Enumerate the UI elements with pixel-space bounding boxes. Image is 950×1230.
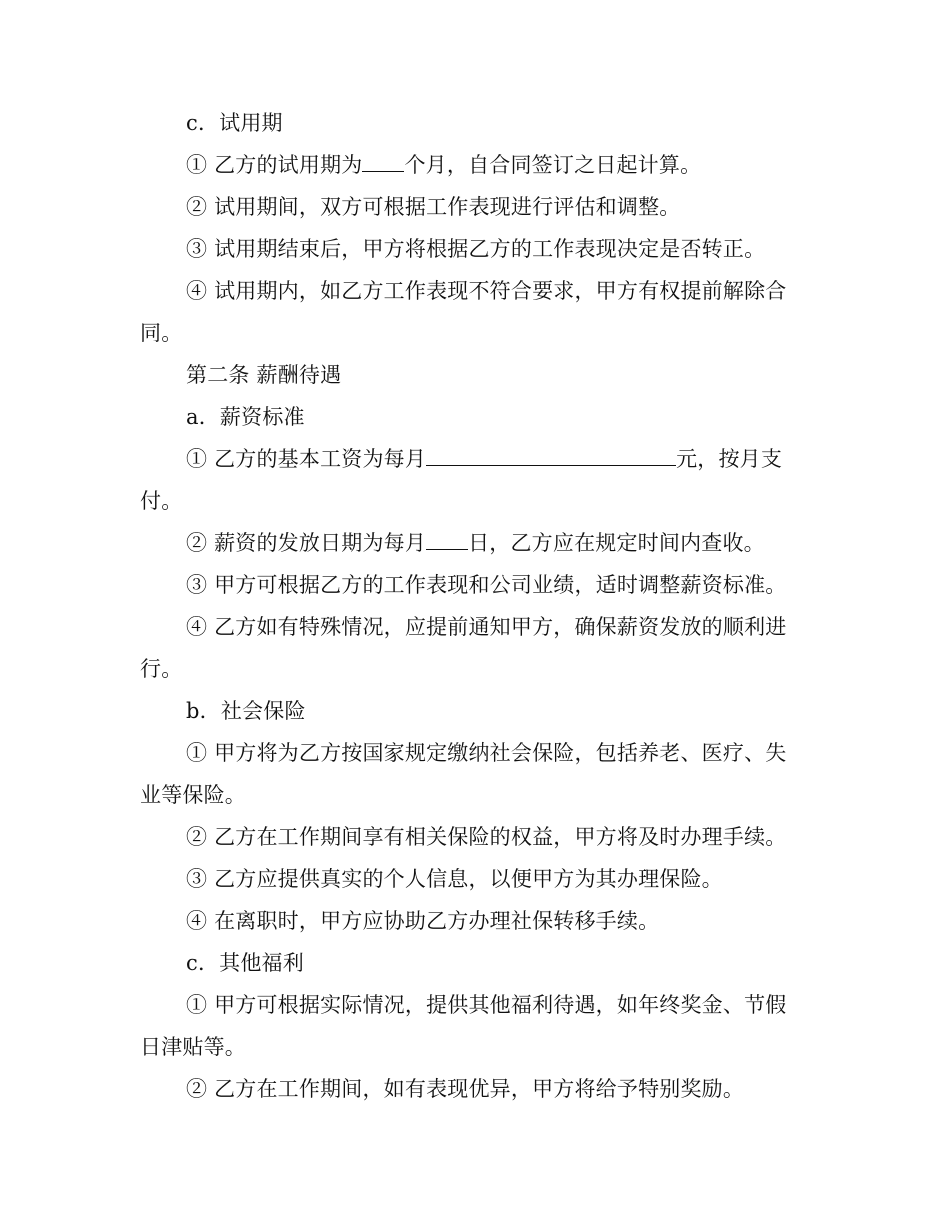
fill-in-blank — [362, 151, 404, 172]
text-line: ② 试用期间，双方可根据工作表现进行评估和调整。 — [186, 195, 681, 219]
text-line: ② 乙方在工作期间享有相关保险的权益，甲方将及时办理手续。 — [186, 825, 787, 849]
subsection-heading: a．薪资标准 — [186, 405, 305, 429]
text-line: 业等保险。 — [140, 783, 246, 807]
text-line: ① 甲方将为乙方按国家规定缴纳社会保险，包括养老、医疗、失 — [186, 741, 787, 765]
text-line: ① 乙方的基本工资为每月 元，按月支 — [186, 447, 783, 471]
subsection-heading: b．社会保险 — [186, 699, 306, 723]
document-body — [140, 102, 810, 1110]
section-heading: 第二条 薪酬待遇 — [186, 363, 342, 387]
text-line: 同。 — [140, 321, 183, 345]
text-line: ④ 在离职时，甲方应协助乙方办理社保转移手续。 — [186, 909, 660, 933]
text-line: 行。 — [140, 657, 183, 681]
text-line: ① 乙方的试用期为 个月，自合同签订之日起计算。 — [186, 153, 702, 177]
text-line: ② 乙方在工作期间，如有表现优异，甲方将给予特别奖励。 — [186, 1077, 745, 1101]
fill-in-blank — [426, 445, 676, 466]
text-line: ④ 试用期内，如乙方工作表现不符合要求，甲方有权提前解除合 — [186, 279, 787, 303]
text-line: ③ 甲方可根据乙方的工作表现和公司业绩，适时调整薪资标准。 — [186, 573, 787, 597]
text-line: ① 甲方可根据实际情况，提供其他福利待遇，如年终奖金、节假 — [186, 993, 787, 1017]
text-line: 日津贴等。 — [140, 1035, 246, 1059]
text-line: ③ 试用期结束后，甲方将根据乙方的工作表现决定是否转正。 — [186, 237, 766, 261]
text-line: ④ 乙方如有特殊情况，应提前通知甲方，确保薪资发放的顺利进 — [186, 615, 787, 639]
text-line: ② 薪资的发放日期为每月 日，乙方应在规定时间内查收。 — [186, 531, 765, 555]
text-line: c．试用期 — [186, 111, 283, 135]
text-line: ③ 乙方应提供真实的个人信息，以便甲方为其办理保险。 — [186, 867, 723, 891]
fill-in-blank — [426, 529, 468, 550]
text-line: 付。 — [140, 489, 183, 513]
subsection-heading: c．其他福利 — [186, 951, 304, 975]
